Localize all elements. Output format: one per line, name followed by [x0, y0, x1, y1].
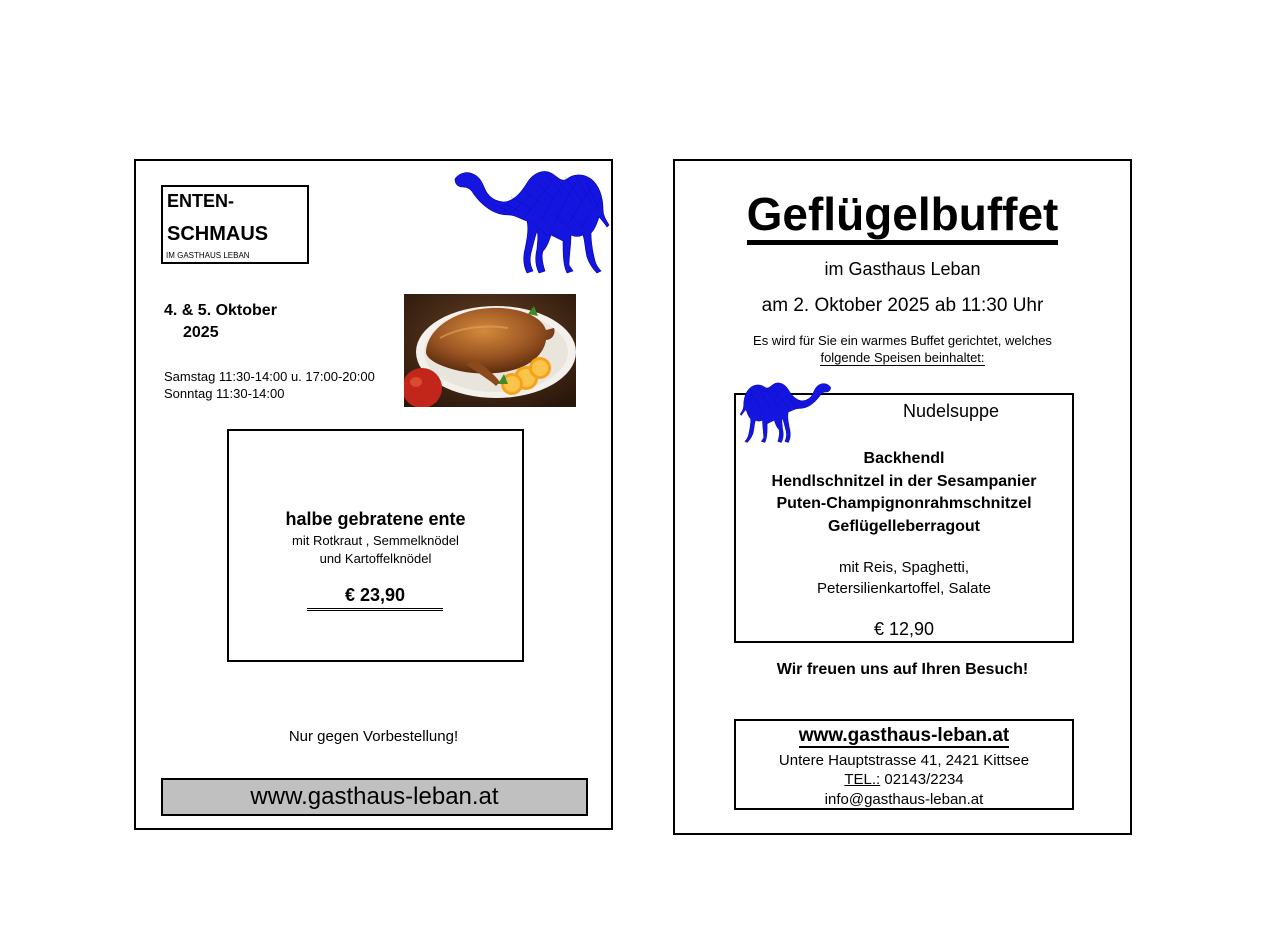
contact-address: Untere Hauptstrasse 41, 2421 Kittsee [778, 752, 1030, 769]
page-title-text: Geflügelbuffet [747, 188, 1059, 245]
contact-box [734, 719, 1074, 810]
hours-saturday: Samstag 11:30-14:00 u. 17:00-20:00 [164, 369, 375, 384]
dish-line2: und Kartoffelknödel [319, 551, 432, 566]
preorder-note: Nur gegen Vorbestellung! [288, 728, 459, 745]
opening-hours [164, 368, 375, 402]
event-datetime: am 2. Oktober 2025 ab 11:30 Uhr [761, 295, 1044, 316]
menu-sides [736, 557, 1072, 599]
dish-description [229, 532, 522, 568]
dish-line1: mit Rotkraut , Semmelknödel [292, 533, 459, 548]
sides-line1: mit Reis, Spaghetti, [838, 559, 970, 576]
website-link[interactable]: www.gasthaus-leban.at [161, 778, 588, 816]
contact-phone [736, 771, 1072, 788]
menu-item: Hendlschnitzel in der Sesampanier [771, 472, 1037, 490]
offer-box [227, 429, 524, 662]
title-line2: SCHMAUS [167, 223, 269, 245]
greeting: Wir freuen uns auf Ihren Besuch! [776, 661, 1029, 678]
page-title [675, 187, 1130, 241]
contact-website [736, 725, 1072, 747]
menu-item: Geflügelleberragout [827, 517, 981, 535]
dish-title: halbe gebratene ente [285, 509, 466, 529]
phone-label: TEL.: [844, 771, 881, 788]
camel-icon [451, 165, 611, 277]
hours-sunday: Sonntag 11:30-14:00 [164, 386, 285, 401]
title-line1: ENTEN- [167, 191, 234, 211]
menu-items [736, 448, 1072, 538]
sides-line2: Petersilienkartoffel, Salate [817, 580, 991, 597]
event-year: 2025 [183, 324, 219, 341]
venue: im Gasthaus Leban [824, 259, 981, 279]
contact-email[interactable]: info@gasthaus-leban.at [824, 791, 984, 808]
roast-duck-photo [404, 294, 576, 407]
title-subtitle: IM GASTHAUS LEBAN [166, 251, 250, 260]
phone-number[interactable]: 02143/2234 [884, 771, 964, 788]
intro-line2 [675, 350, 1130, 365]
event-date: 4. & 5. Oktober [164, 302, 277, 319]
menu-item: Puten-Champignonrahmschnitzel [776, 495, 1032, 512]
gefluegelbuffet-flyer [673, 159, 1132, 835]
title-box [161, 185, 309, 264]
intro-line1: Es wird für Sie ein warmes Buffet gerichtet, welches [753, 333, 1052, 348]
menu-soup: Nudelsuppe [836, 401, 1066, 422]
camel-icon [739, 379, 833, 445]
enten-schmaus-flyer [134, 159, 613, 830]
intro-line2-text: folgende Speisen beinhaltet: [820, 350, 985, 365]
dish-price: € 23,90 [307, 585, 443, 611]
contact-website-link[interactable]: www.gasthaus-leban.at [798, 725, 1010, 746]
menu-item: Backhendl [863, 450, 945, 467]
menu-price: € 12,90 [873, 619, 935, 639]
